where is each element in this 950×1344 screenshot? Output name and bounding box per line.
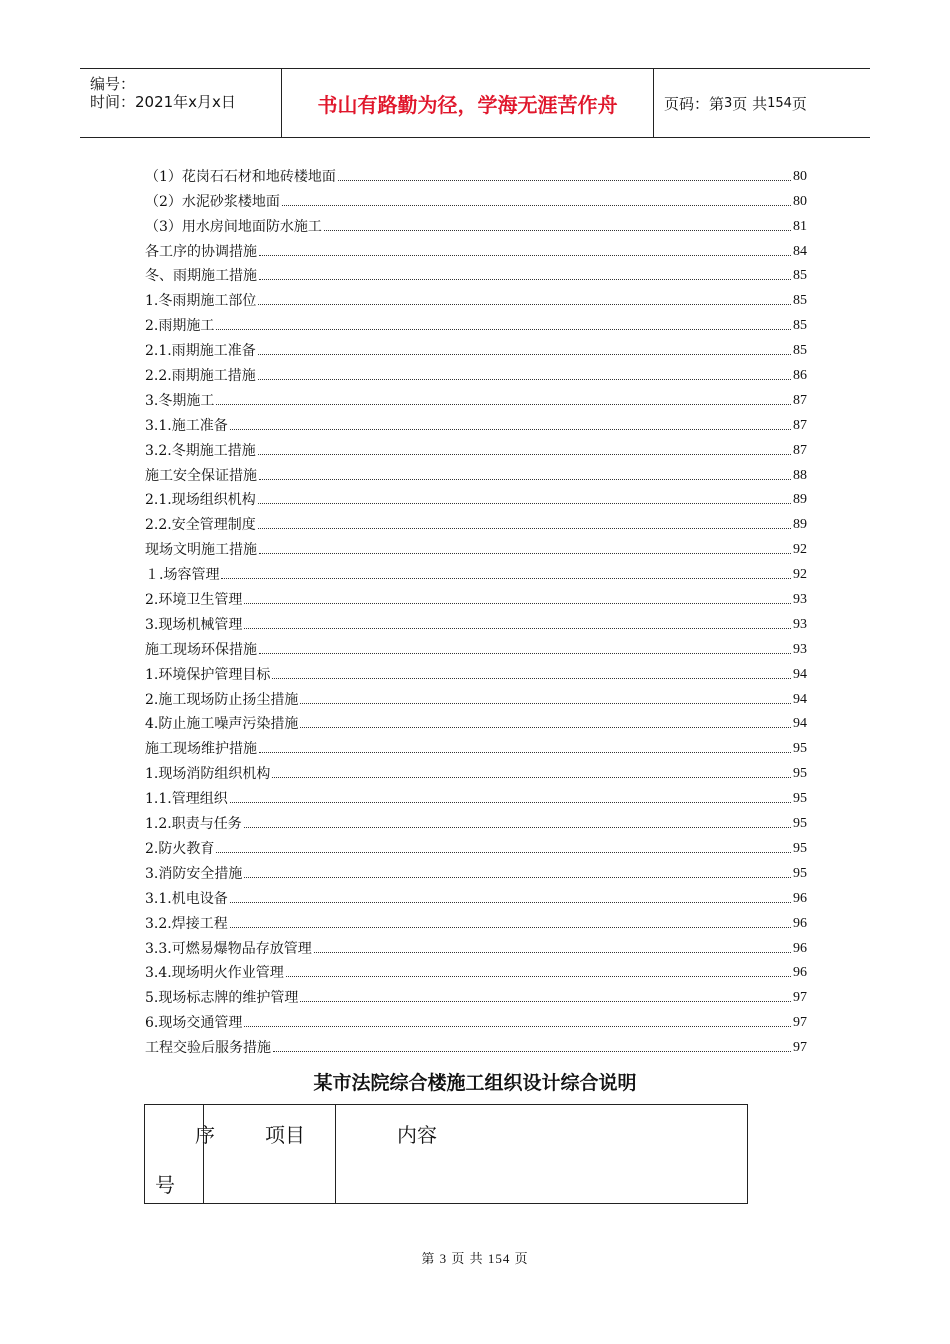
toc-leader-dots — [259, 751, 791, 753]
toc-entry-title: 3.1.机电设备 — [145, 890, 228, 907]
column-header-content: 内容 — [397, 1123, 437, 1147]
toc-entry[interactable] — [145, 683, 807, 708]
toc-leader-dots — [259, 552, 791, 554]
toc-leader-dots — [216, 403, 791, 405]
toc-entry-page: 95 — [793, 865, 807, 881]
toc-entry[interactable] — [145, 384, 807, 409]
toc-entry-title: 施工安全保证措施 — [145, 467, 257, 484]
toc-entry-title: 2.环境卫生管理 — [145, 592, 243, 609]
document-title: 某市法院综合楼施工组织设计综合说明 — [313, 1072, 637, 1094]
toc-leader-dots — [259, 278, 791, 280]
toc-entry-title: 施工现场环保措施 — [145, 641, 257, 658]
number-label: 编号： — [90, 75, 136, 93]
toc-entry[interactable] — [145, 185, 807, 210]
toc-leader-dots — [300, 1000, 791, 1002]
toc-entry-page: 96 — [793, 940, 807, 956]
toc-entry[interactable] — [145, 882, 807, 907]
column-header-xu: 序 — [195, 1123, 215, 1147]
toc-leader-dots — [258, 527, 791, 529]
toc-entry-title: 1.1.管理组织 — [145, 791, 228, 808]
toc-entry[interactable] — [145, 508, 807, 533]
toc-leader-dots — [221, 577, 791, 579]
toc-leader-dots — [244, 1025, 791, 1027]
toc-entry[interactable] — [145, 1006, 807, 1031]
toc-entry[interactable] — [145, 782, 807, 807]
toc-entry[interactable] — [145, 160, 807, 185]
toc-entry-page: 87 — [793, 442, 807, 458]
toc-entry[interactable] — [145, 857, 807, 882]
header-meta-cell — [80, 69, 282, 137]
toc-leader-dots — [244, 826, 791, 828]
toc-entry-page: 87 — [793, 417, 807, 433]
toc-entry[interactable] — [145, 235, 807, 260]
toc-entry[interactable] — [145, 409, 807, 434]
toc-entry-page: 95 — [793, 741, 807, 757]
toc-entry-title: 1.现场消防组织机构 — [145, 766, 271, 783]
toc-entry[interactable] — [145, 658, 807, 683]
toc-leader-dots — [244, 627, 791, 629]
toc-entry-title: 1.环境保护管理目标 — [145, 666, 271, 683]
toc-entry-page: 85 — [793, 293, 807, 309]
toc-entry-page: 84 — [793, 243, 807, 259]
toc-entry-page: 93 — [793, 641, 807, 657]
toc-entry-page: 96 — [793, 915, 807, 931]
toc-entry-page: 80 — [793, 168, 807, 184]
toc-entry[interactable] — [145, 757, 807, 782]
toc-entry-page: 86 — [793, 368, 807, 384]
toc-entry-page: 87 — [793, 392, 807, 408]
toc-entry-page: 95 — [793, 840, 807, 856]
toc-entry[interactable] — [145, 533, 807, 558]
toc-entry-page: 92 — [793, 567, 807, 583]
toc-entry-title: 2.防火教育 — [145, 840, 215, 857]
toc-entry[interactable] — [145, 210, 807, 235]
toc-entry[interactable] — [145, 608, 807, 633]
toc-entry-title: 2.1.现场组织机构 — [145, 492, 256, 509]
summary-table — [144, 1104, 748, 1204]
toc-entry-page: 95 — [793, 816, 807, 832]
toc-entry[interactable] — [145, 732, 807, 757]
toc-leader-dots — [259, 254, 791, 256]
toc-entry-title: （3）用水房间地面防水施工 — [145, 218, 322, 235]
toc-entry[interactable] — [145, 633, 807, 658]
table-of-contents — [145, 160, 807, 1056]
toc-entry-title: 3.2.冬期施工措施 — [145, 442, 256, 459]
toc-entry-title: 施工现场维护措施 — [145, 741, 257, 758]
toc-entry[interactable] — [145, 558, 807, 583]
toc-entry-page: 95 — [793, 791, 807, 807]
toc-leader-dots — [338, 179, 791, 181]
toc-entry-page: 80 — [793, 193, 807, 209]
toc-entry-page: 97 — [793, 990, 807, 1006]
toc-entry-page: 94 — [793, 666, 807, 682]
toc-leader-dots — [273, 1050, 791, 1052]
toc-entry[interactable] — [145, 260, 807, 285]
page-current: 3 — [724, 95, 733, 111]
toc-entry-page: 94 — [793, 716, 807, 732]
toc-leader-dots — [258, 502, 791, 504]
toc-entry-title: 3.2.焊接工程 — [145, 915, 228, 932]
time-label: 时间：2021年x月x日 — [90, 93, 236, 111]
toc-leader-dots — [230, 801, 791, 803]
toc-entry-title: 4.防止施工噪声污染措施 — [145, 716, 299, 733]
toc-leader-dots — [259, 652, 791, 654]
toc-leader-dots — [300, 702, 791, 704]
header-motto: 书山有路勤为径，学海无涯苦作舟 — [282, 69, 654, 137]
toc-entry-title: 现场文明施工措施 — [145, 542, 257, 559]
toc-entry[interactable] — [145, 434, 807, 459]
toc-entry-page: 94 — [793, 691, 807, 707]
toc-leader-dots — [282, 204, 791, 206]
toc-entry-page: 93 — [793, 592, 807, 608]
toc-leader-dots — [314, 951, 791, 953]
toc-entry[interactable] — [145, 957, 807, 982]
toc-entry-title: 3.3.可燃易爆物品存放管理 — [145, 940, 312, 957]
toc-entry-page: 89 — [793, 517, 807, 533]
toc-entry-title: １.场容管理 — [145, 567, 220, 584]
column-header-hao: 号 — [155, 1173, 175, 1197]
toc-entry[interactable] — [145, 284, 807, 309]
toc-entry-title: 6.现场交通管理 — [145, 1015, 243, 1032]
toc-entry-title: 冬、雨期施工措施 — [145, 268, 257, 285]
toc-leader-dots — [230, 428, 791, 430]
toc-entry-title: 2.施工现场防止扬尘措施 — [145, 691, 299, 708]
column-header-item: 项目 — [265, 1123, 305, 1147]
toc-entry-page: 92 — [793, 542, 807, 558]
toc-entry[interactable] — [145, 907, 807, 932]
toc-leader-dots — [272, 677, 791, 679]
toc-leader-dots — [272, 776, 791, 778]
toc-entry[interactable] — [145, 708, 807, 733]
toc-leader-dots — [258, 453, 791, 455]
toc-entry[interactable] — [145, 359, 807, 384]
page-total: 154 — [767, 95, 792, 111]
toc-entry-title: 3.消防安全措施 — [145, 865, 243, 882]
page-prefix: 页码：第 — [664, 94, 725, 113]
toc-leader-dots — [258, 353, 791, 355]
page-footer: 第 3 页 共 154 页 — [421, 1251, 529, 1266]
toc-leader-dots — [216, 851, 791, 853]
toc-entry-page: 85 — [793, 343, 807, 359]
toc-leader-dots — [244, 602, 791, 604]
toc-entry-title: （2）水泥砂浆楼地面 — [145, 193, 280, 210]
toc-entry-page: 85 — [793, 318, 807, 334]
toc-entry-title: 3.现场机械管理 — [145, 616, 243, 633]
toc-entry-title: 5.现场标志牌的维护管理 — [145, 990, 299, 1007]
toc-leader-dots — [230, 901, 791, 903]
toc-leader-dots — [230, 926, 791, 928]
toc-entry-page: 81 — [793, 218, 807, 234]
toc-entry-title: 2.雨期施工 — [145, 318, 215, 335]
toc-leader-dots — [216, 328, 791, 330]
toc-entry-title: 1.2.职责与任务 — [145, 816, 242, 833]
toc-entry-page: 89 — [793, 492, 807, 508]
toc-entry[interactable] — [145, 832, 807, 857]
toc-leader-dots — [258, 378, 791, 380]
toc-entry-title: 2.1.雨期施工准备 — [145, 343, 256, 360]
toc-entry[interactable] — [145, 981, 807, 1006]
toc-entry-title: 1.冬雨期施工部位 — [145, 293, 257, 310]
toc-entry-page: 95 — [793, 766, 807, 782]
toc-entry-title: 3.4.现场明火作业管理 — [145, 965, 284, 982]
toc-entry-page: 96 — [793, 965, 807, 981]
toc-entry-title: 3.冬期施工 — [145, 392, 215, 409]
toc-entry-title: （1）花岗石石材和地砖楼地面 — [145, 168, 336, 185]
page-suffix: 页 — [791, 94, 807, 113]
toc-leader-dots — [244, 876, 791, 878]
toc-entry[interactable] — [145, 334, 807, 359]
toc-entry[interactable] — [145, 932, 807, 957]
table-divider — [335, 1105, 336, 1203]
toc-leader-dots — [259, 478, 791, 480]
toc-entry-page: 96 — [793, 890, 807, 906]
toc-leader-dots — [324, 229, 791, 231]
toc-entry-page: 85 — [793, 268, 807, 284]
toc-entry[interactable] — [145, 484, 807, 509]
toc-leader-dots — [286, 975, 791, 977]
toc-leader-dots — [258, 303, 791, 305]
toc-entry-title: 2.2.安全管理制度 — [145, 517, 256, 534]
toc-entry[interactable] — [145, 1031, 807, 1056]
page-header — [80, 68, 870, 138]
page-mid: 页 共 — [732, 94, 768, 113]
toc-leader-dots — [300, 726, 791, 728]
toc-entry[interactable] — [145, 309, 807, 334]
toc-entry-title: 工程交验后服务措施 — [145, 1040, 271, 1057]
toc-entry-page: 97 — [793, 1040, 807, 1056]
toc-entry-title: 2.2.雨期施工措施 — [145, 368, 256, 385]
toc-entry-title: 各工序的协调措施 — [145, 243, 257, 260]
toc-entry[interactable] — [145, 583, 807, 608]
toc-entry[interactable] — [145, 807, 807, 832]
toc-entry-page: 93 — [793, 616, 807, 632]
toc-entry[interactable] — [145, 459, 807, 484]
toc-entry-page: 97 — [793, 1015, 807, 1031]
toc-entry-title: 3.1.施工准备 — [145, 417, 228, 434]
toc-entry-page: 88 — [793, 467, 807, 483]
header-page-info — [664, 69, 807, 137]
